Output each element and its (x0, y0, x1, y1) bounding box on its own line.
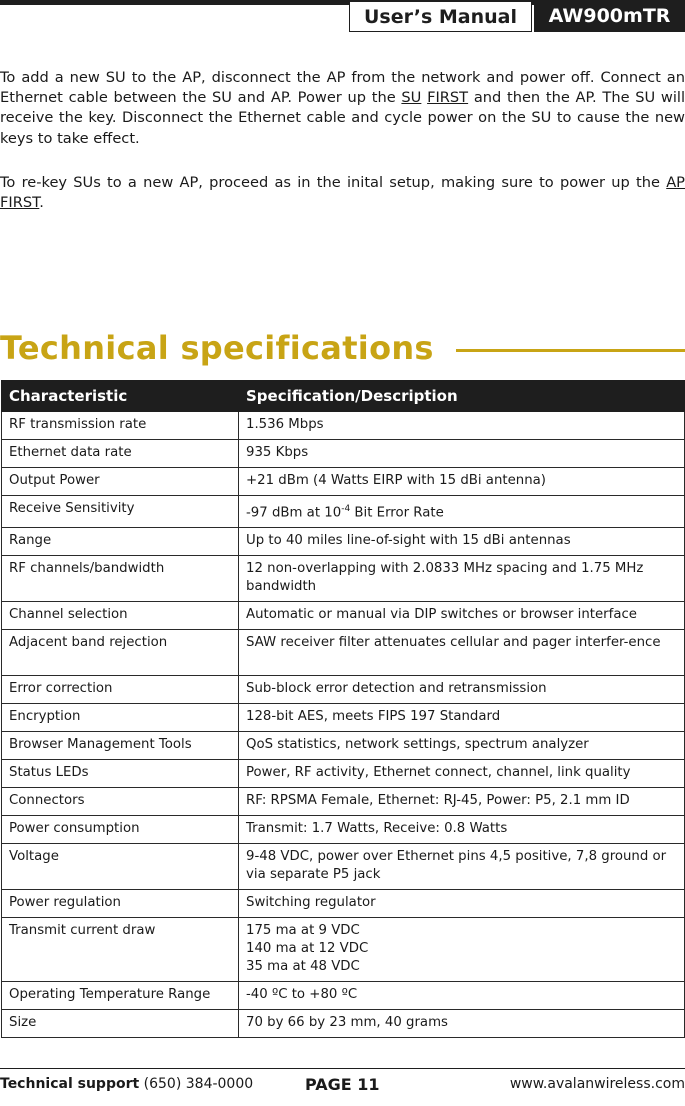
table-header-row (2, 381, 685, 412)
row-characteristic: Output Power (2, 468, 239, 496)
row-description: Switching regulator (239, 890, 685, 918)
table-row (2, 676, 685, 704)
header-specification: Specification/Description (239, 381, 685, 412)
table-row (2, 816, 685, 844)
row-description: 935 Kbps (239, 440, 685, 468)
users-manual-label: User’s Manual (349, 1, 532, 32)
p1-su-underlined: SU (401, 89, 422, 107)
table-row (2, 602, 685, 630)
row-description: SAW receiver filter attenuates cellular and pager interfer-ence (239, 630, 685, 676)
footer-support (0, 1076, 253, 1092)
support-phone: (650) 384-0000 (139, 1076, 254, 1092)
p1-text-b: and then the AP. The SU will receive the key. Disconnect the Ethernet cable and cycle power on the SU to cause the new keys to take effect. (0, 89, 685, 147)
p1-first-underlined: FIRST (427, 89, 469, 107)
paragraph-rekey (0, 173, 685, 213)
table-row (2, 468, 685, 496)
row-characteristic: Status LEDs (2, 760, 239, 788)
current-line: 140 ma at 12 VDC (246, 941, 369, 957)
table-row (2, 528, 685, 556)
p2-text-b: . (39, 194, 44, 212)
row-characteristic: Receive Sensitivity (2, 496, 239, 528)
row-characteristic: Error correction (2, 676, 239, 704)
p2-first-underlined: FIRST (0, 194, 40, 212)
table-row (2, 440, 685, 468)
row-characteristic: Connectors (2, 788, 239, 816)
row-characteristic: Adjacent band rejection (2, 630, 239, 676)
row-characteristic: Voltage (2, 844, 239, 890)
spec-table (1, 380, 685, 1038)
row-characteristic: RF transmission rate (2, 412, 239, 440)
page-number: PAGE 11 (305, 1075, 380, 1094)
sensitivity-pre: -97 dBm at 10 (246, 505, 342, 521)
table-row (2, 704, 685, 732)
table-row (2, 982, 685, 1010)
table-row (2, 844, 685, 890)
row-characteristic: Range (2, 528, 239, 556)
p2-ap-underlined: AP (666, 174, 685, 191)
row-description: 12 non-overlapping with 2.0833 MHz spacing and 1.75 MHz bandwidth (239, 556, 685, 602)
sensitivity-post: Bit Error Rate (350, 505, 444, 521)
row-description: 70 by 66 by 23 mm, 40 grams (239, 1010, 685, 1038)
row-characteristic: Power consumption (2, 816, 239, 844)
row-description: Transmit: 1.7 Watts, Receive: 0.8 Watts (239, 816, 685, 844)
p2-text-a: To re-key SUs to a new AP, proceed as in the inital setup, making sure to power up the (0, 174, 667, 191)
row-description: Up to 40 miles line-of-sight with 15 dBi antennas (239, 528, 685, 556)
table-row (2, 732, 685, 760)
sensitivity-exponent: -4 (341, 504, 351, 514)
row-characteristic: Ethernet data rate (2, 440, 239, 468)
row-characteristic: Size (2, 1010, 239, 1038)
row-description: Sub-block error detection and retransmission (239, 676, 685, 704)
table-row (2, 556, 685, 602)
header-characteristic: Characteristic (2, 381, 239, 412)
table-row (2, 1010, 685, 1038)
row-description: 128-bit AES, meets FIPS 197 Standard (239, 704, 685, 732)
table-row (2, 496, 685, 528)
title-rule (456, 349, 685, 352)
section-title: Technical specifications (0, 329, 434, 367)
row-description: 1.536 Mbps (239, 412, 685, 440)
row-description (239, 918, 685, 982)
row-characteristic: Transmit current draw (2, 918, 239, 982)
row-characteristic: Encryption (2, 704, 239, 732)
table-row (2, 890, 685, 918)
row-description: -40 ºC to +80 ºC (239, 982, 685, 1010)
website-url: www.avalanwireless.com (509, 1076, 685, 1092)
footer-rule (0, 1068, 685, 1069)
row-description: QoS statistics, network settings, spectrum analyzer (239, 732, 685, 760)
model-label: AW900mTR (534, 1, 685, 32)
paragraph-add-su (0, 68, 685, 149)
row-description: RF: RPSMA Female, Ethernet: RJ-45, Power: P5, 2.1 mm ID (239, 788, 685, 816)
row-characteristic: Channel selection (2, 602, 239, 630)
row-characteristic: Operating Temperature Range (2, 982, 239, 1010)
row-characteristic: RF channels/bandwidth (2, 556, 239, 602)
table-row (2, 788, 685, 816)
row-description: +21 dBm (4 Watts EIRP with 15 dBi antenna) (239, 468, 685, 496)
row-description: 9-48 VDC, power over Ethernet pins 4,5 positive, 7,8 ground or via separate P5 jack (239, 844, 685, 890)
row-description (239, 496, 685, 528)
row-characteristic: Browser Management Tools (2, 732, 239, 760)
row-description: Automatic or manual via DIP switches or browser interface (239, 602, 685, 630)
row-characteristic: Power regulation (2, 890, 239, 918)
p1-text-a: To add a new SU to the AP, disconnect the AP from the network and power off. Connect an Ethernet cable between the SU and AP. Power up the (0, 69, 685, 107)
current-line: 175 ma at 9 VDC (246, 923, 360, 939)
current-line: 35 ma at 48 VDC (246, 959, 360, 975)
table-row (2, 918, 685, 982)
support-label: Technical support (0, 1076, 140, 1092)
row-description: Power, RF activity, Ethernet connect, channel, link quality (239, 760, 685, 788)
table-row (2, 760, 685, 788)
table-row (2, 630, 685, 676)
table-row (2, 412, 685, 440)
